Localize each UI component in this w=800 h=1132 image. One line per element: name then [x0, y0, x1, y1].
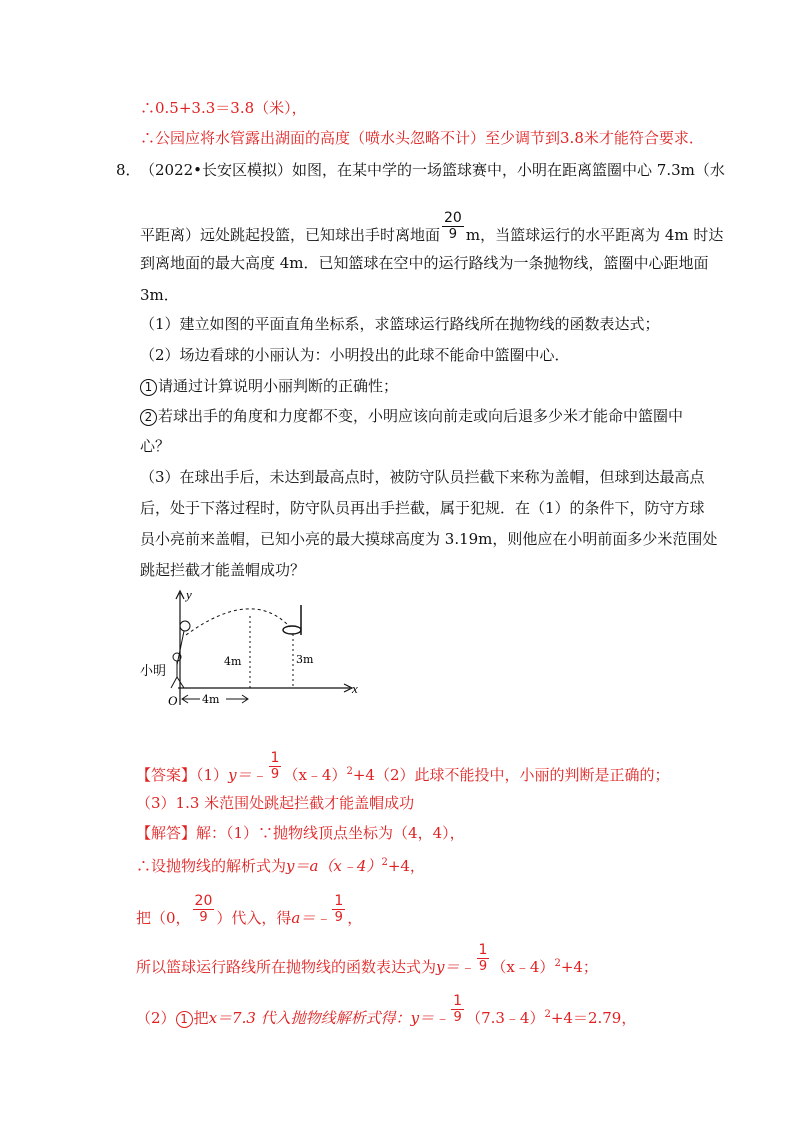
circled-number-1: 1: [176, 1011, 193, 1028]
question-2-2-cont: 心？: [140, 437, 171, 455]
solution-line-2-eq: y＝a（x﹣4）: [286, 857, 382, 875]
solution-fraction-1-9: [477, 942, 490, 974]
prev-solution-line-2: ∴公园应将水管露出湖面的高度（喷水头忽略不计）至少调节到3.8米才能符合要求．: [140, 129, 704, 147]
solution-line-4-expr: （x﹣4）: [491, 958, 555, 976]
question-2: （2）场边看球的小丽认为：小明投出的此球不能命中篮圈中心．: [140, 346, 570, 364]
solution-line-5-a: 把: [193, 1009, 209, 1027]
problem-line-2-post: m，当篮球运行的水平距离为 4m 时达: [465, 226, 724, 244]
player-leg-left: [171, 677, 177, 688]
solution-line-5-tail: +4＝2.79，: [550, 1009, 637, 1027]
solution-line-1: [136, 823, 465, 843]
fraction-numerator: 20: [194, 893, 213, 909]
answer-exponent: 2: [346, 766, 353, 777]
solution-line-5-pre: （2）: [136, 1009, 176, 1027]
answer-line-2: （3）1.3 米范围处跳起拦截才能盖帽成功: [136, 794, 415, 812]
fraction-numerator: 1: [478, 942, 488, 958]
y-axis-label: y: [186, 587, 192, 602]
fraction-denominator: 9: [270, 767, 280, 782]
answer-part-1-prefix: （1）: [196, 766, 229, 784]
solution-tag: 【解答】: [136, 824, 197, 842]
question-3-line-1: （3）在球出手后，未达到最高点时，被防守队员拦截下来称为盖帽，但球到达最高点: [140, 468, 705, 486]
solution-line-3-mid: ）代入，得: [216, 909, 292, 927]
answer-y: y＝﹣: [228, 766, 267, 784]
fraction-denominator: 9: [199, 910, 208, 925]
question-2-2-text: 若球出手的角度和力度都不变，小明应该向前走或向后退多少米才能命中篮圈中: [158, 407, 684, 425]
answer-tail: +4（2）此球不能投中，小丽的判断是正确的；: [352, 766, 670, 784]
solution-line-3-a: a＝﹣: [291, 909, 331, 927]
solution-line-5-expr: （7.3﹣4）: [466, 1009, 545, 1027]
problem-line-1: （2022•长安区模拟）如图，在某中学的一场篮球赛中，小明在距离篮圈中心 7.3m（水: [140, 161, 725, 179]
question-2-2: [140, 406, 683, 426]
fraction-numerator: 1: [270, 750, 280, 766]
hoop: [283, 626, 301, 634]
label-4m-vertical: 4m: [224, 655, 242, 668]
fraction-denominator: 9: [448, 227, 458, 242]
circled-number-2: 2: [140, 409, 157, 426]
answer-tag: 【答案】: [136, 766, 197, 784]
fraction-numerator: 1: [453, 993, 463, 1009]
question-3-line-4: 跳起拦截才能盖帽成功？: [140, 561, 306, 579]
fraction-numerator: 1: [334, 893, 344, 909]
solution-line-5-b: x＝7.3 代入抛物线解析式得：: [208, 1009, 411, 1027]
answer-expr: （x﹣4）: [283, 766, 347, 784]
solution-line-2-pre: ∴设抛物线的解析式为: [136, 857, 287, 875]
question-3-line-3: 员小亮前来盖帽，已知小亮的最大摸球高度为 3.19m，则他应在小明前面多少米范围处: [140, 530, 718, 548]
trajectory-curve: [186, 609, 290, 635]
fraction-denominator: 9: [453, 1010, 462, 1025]
solution-line-5-y: y＝﹣: [410, 1009, 450, 1027]
solution-line-5: [136, 993, 637, 1035]
player-label: 小明: [140, 664, 167, 679]
problem-line-2: [140, 210, 724, 252]
fraction-numerator: 20: [444, 210, 462, 226]
fraction-denominator: 9: [478, 959, 488, 974]
x-axis-label: x: [352, 681, 358, 696]
answer-fraction: [269, 750, 282, 782]
solution-line-4: [136, 942, 598, 984]
ball: [180, 621, 190, 631]
question-3-line-2: 后，处于下落过程时，防守队员再出手拦截，属于犯规．在（1）的条件下，防守方球: [140, 499, 705, 517]
problem-line-3: 到离地面的最大高度 4m．已知篮球在空中的运行路线为一条抛物线，篮圈中心距地面: [140, 254, 709, 272]
solution-line-4-exp: 2: [554, 958, 561, 969]
solution-fraction-20-9: [193, 893, 215, 925]
solution-fraction-1-9: [451, 993, 464, 1025]
solution-line-2-exp: 2: [381, 857, 388, 868]
question-1: （1）建立如图的平面直角坐标系，求篮球运行路线所在抛物线的函数表达式；: [140, 315, 660, 333]
basketball-diagram: [140, 585, 370, 715]
problem-line-2-pre: 平距离）远处跳起投篮，已知球出手时离地面: [140, 226, 441, 244]
origin-label: O: [168, 693, 178, 708]
solution-line-3-pre: 把（0，: [136, 909, 191, 927]
solution-line-2-tail: +4，: [387, 857, 425, 875]
solution-line-1-text: 解：（1）∵抛物线顶点坐标为（4，4），: [196, 824, 465, 842]
question-2-1-text: 请通过计算说明小丽判断的正确性；: [158, 377, 399, 395]
fraction-20-9: [442, 210, 464, 242]
solution-fraction-1-9: [332, 893, 345, 925]
solution-line-3: [136, 893, 363, 935]
fraction-denominator: 9: [334, 910, 343, 925]
problem-line-4: 3m．: [140, 286, 179, 304]
circled-number-1: 1: [140, 379, 157, 396]
problem-number: 8．: [116, 161, 141, 179]
solution-line-2: [136, 853, 425, 876]
answer-line-1: [136, 750, 670, 792]
label-4m-horizontal: 4m: [202, 693, 220, 706]
solution-line-5-exp: 2: [544, 1009, 551, 1020]
solution-line-4-tail: +4；: [560, 958, 598, 976]
prev-solution-line-1: ∴0.5+3.3＝3.8（米），: [140, 99, 307, 117]
question-2-1: [140, 376, 398, 396]
solution-line-4-y: y＝﹣: [436, 958, 475, 976]
label-3m: 3m: [296, 653, 314, 666]
solution-line-3-tail: ，: [347, 909, 363, 927]
solution-line-4-pre: 所以篮球运行路线所在抛物线的函数表达式为: [136, 958, 437, 976]
